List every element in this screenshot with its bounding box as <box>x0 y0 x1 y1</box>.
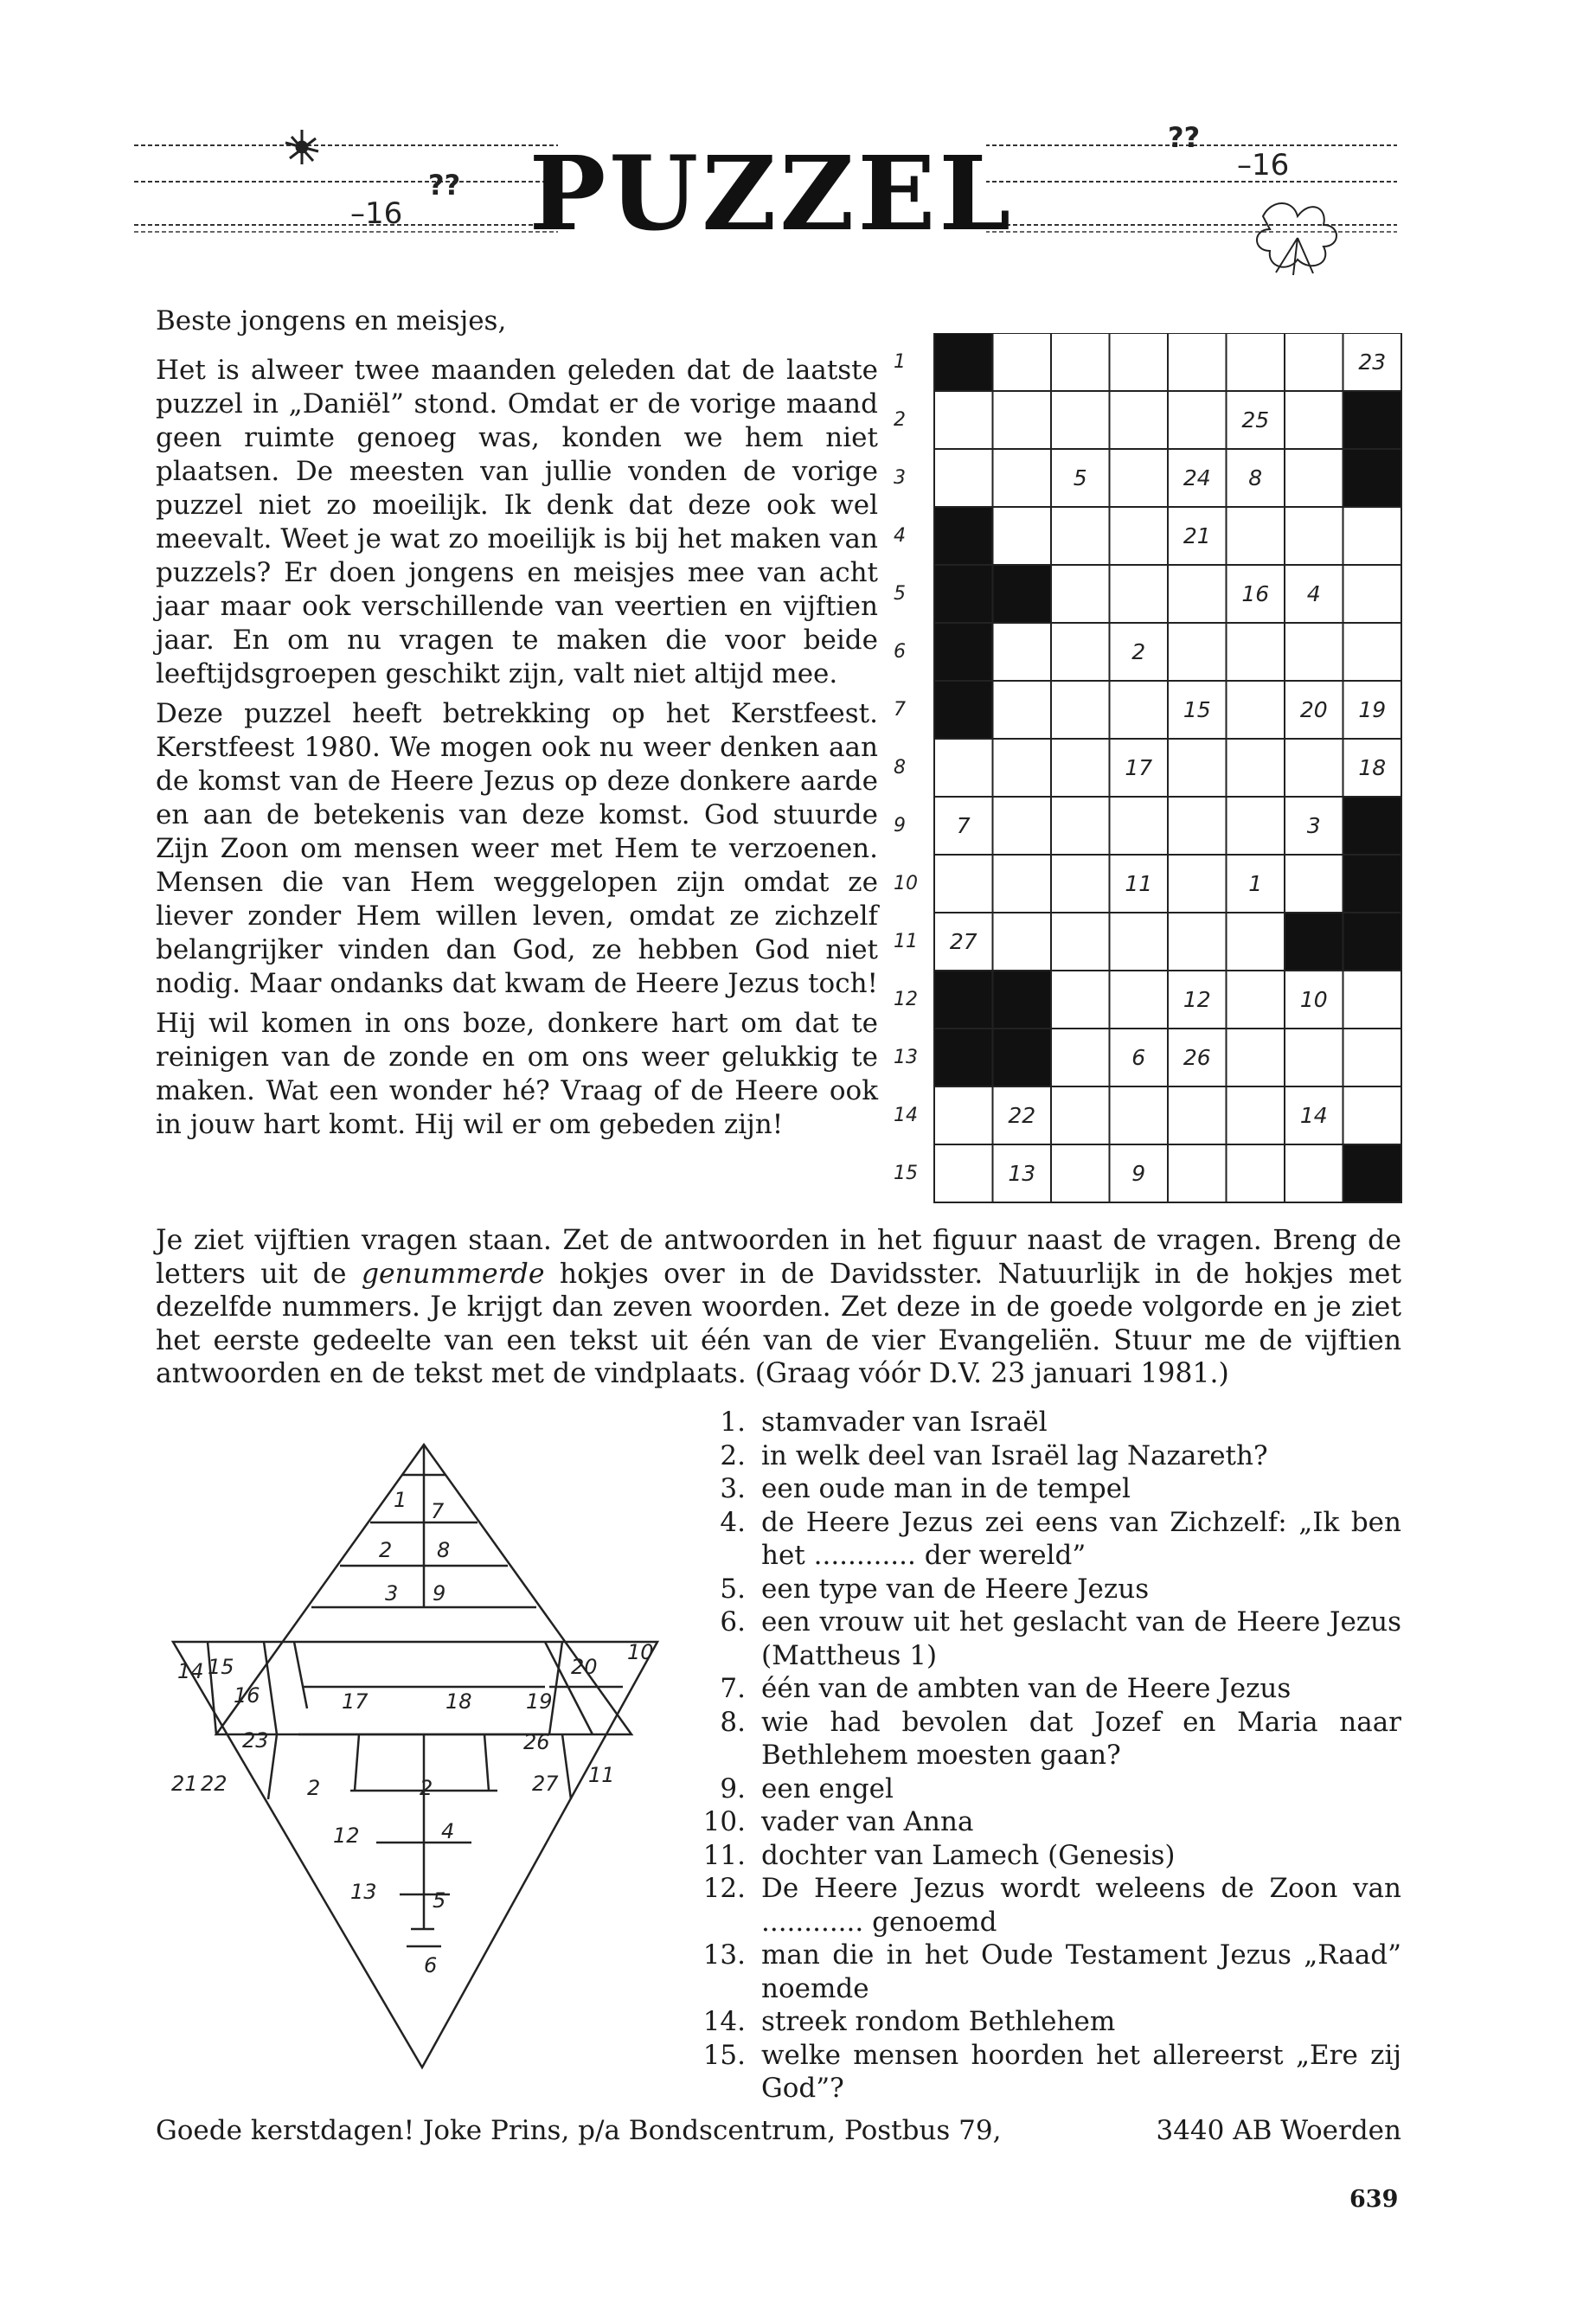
star-cell-number: 8 <box>437 1538 451 1562</box>
question-item <box>683 2005 1401 2039</box>
star-cell-number: 4 <box>441 1819 455 1843</box>
question-text: een type van de Heere Jezus <box>761 1573 1150 1605</box>
star-divider <box>355 1734 359 1791</box>
grid-cell <box>1285 1029 1343 1086</box>
header-left-marks: ?? <box>428 169 461 202</box>
grid-cell <box>1110 1086 1169 1144</box>
grid-cell <box>1168 1086 1227 1144</box>
grid-cell-number: 5 <box>1073 465 1087 490</box>
question-number: 14. <box>702 2006 746 2037</box>
grid-cell-black <box>1285 913 1343 971</box>
grid-cell-black <box>993 1029 1052 1086</box>
question-text: in welk deel van Israël lag Nazareth? <box>761 1439 1268 1471</box>
question-item <box>683 1506 1401 1573</box>
grid-row-number: 10 <box>894 873 918 894</box>
header-right-number: –16 <box>1237 148 1290 183</box>
question-text: streek rondom Bethlehem <box>761 2006 1116 2037</box>
grid-cell <box>1051 623 1110 681</box>
question-text: De Heere Jezus wordt weleens de Zoon van ............ genoemd <box>761 1873 1401 1938</box>
question-number: 6. <box>720 1606 746 1638</box>
grid-cell <box>1285 507 1343 565</box>
grid-cell-black <box>1343 855 1402 913</box>
grid-cell-number: 21 <box>1183 523 1211 548</box>
crossword-grid <box>887 333 1406 1211</box>
star-cell-number: 10 <box>627 1640 654 1664</box>
grid-cell <box>1343 971 1402 1029</box>
grid-cell <box>1343 1029 1402 1086</box>
star-divider <box>268 1734 277 1799</box>
grid-cell <box>934 391 993 449</box>
grid-cell <box>1110 565 1169 623</box>
grid-cell <box>1285 739 1343 797</box>
grid-cell-number: 3 <box>1306 813 1321 838</box>
grid-cell <box>1110 333 1169 391</box>
grid-cell-number: 13 <box>1008 1161 1036 1186</box>
grid-cell-number: 20 <box>1299 697 1328 722</box>
star-cell-number: 19 <box>526 1689 553 1714</box>
grid-cell <box>1168 333 1227 391</box>
grid-row-number: 4 <box>894 525 906 547</box>
grid-cell-black <box>1343 391 1402 449</box>
star-cell-number: 6 <box>424 1953 438 1977</box>
star-cell-number: 15 <box>208 1655 234 1679</box>
instructions-emphasis: genummerde <box>361 1258 545 1290</box>
grid-cell-black <box>993 971 1052 1029</box>
intro-paragraph-1: Het is alweer twee maanden geleden dat de laatste puzzel in „Daniël” stond. Omdat er de vorige maand geen ruimte genoeg was, konden we hem niet plaatsen. De meesten van jullie vonden de vorige puzzel niet zo moeilijk. Ik denk dat deze ook wel meevalt. Weet je wat zo moeilijk is bij het maken van puzzels? Er doen jongens en meisjes mee van acht jaar maar ook verschillende van veertien en vijftien jaar. En om nu vragen te maken die voor beide leeftijdsgroepen geschikt zijn, valt niet altijd mee. <box>156 355 878 689</box>
question-item <box>683 1839 1401 1873</box>
instructions-pre: Je ziet vijftien vragen staan. Zet de antwoorden in het figuur naast de vragen. Breng de letters uit de <box>156 1225 1401 1290</box>
signoff-left: Goede kerstdagen! Joke Prins, p/a Bondscentrum, Postbus 79, <box>156 2115 1002 2146</box>
grid-cell <box>993 739 1052 797</box>
grid-cell-number: 22 <box>1008 1103 1036 1128</box>
header-right-marks: ?? <box>1168 121 1201 154</box>
grid-cell <box>1227 681 1285 739</box>
grid-cell-number: 1 <box>1248 871 1263 896</box>
grid-cell <box>1168 797 1227 855</box>
question-text: wie had bevolen dat Jozef en Maria naar Bethlehem moesten gaan? <box>761 1706 1401 1771</box>
star-cell-number: 16 <box>234 1683 260 1708</box>
star-cell-number: 2 <box>420 1776 433 1800</box>
grid-cell-black <box>1343 449 1402 507</box>
grid-cell-number: 18 <box>1358 755 1387 780</box>
grid-cell <box>1227 623 1285 681</box>
grid-cell-black <box>934 333 993 391</box>
star-of-david <box>156 1427 675 2085</box>
grid-row-number: 14 <box>894 1105 918 1126</box>
grid-cell <box>1343 1086 1402 1144</box>
question-item <box>683 2039 1401 2106</box>
grid-cell <box>1051 565 1110 623</box>
question-item <box>683 1672 1401 1706</box>
flower-left-icon <box>285 130 318 164</box>
question-text: man die in het Oude Testament Jezus „Raad” noemde <box>761 1939 1401 2004</box>
signoff-right: 3440 AB Woerden <box>1156 2115 1401 2146</box>
star-cell-number: 2 <box>379 1538 393 1562</box>
instructions-post: hokjes over in de Davidsster. Natuurlijk in de hokjes met dezelfde nummers. Je krijgt dan zeven woorden. Zet deze in de goede volgorde en je ziet het eerste gedeelte van een tekst uit één van de vier Evangeliën. Stuur me de vijftien antwoorden en de tekst met de vindplaats. (Graag vóór D.V. 23 januari 1981.) <box>156 1258 1401 1389</box>
grid-cell <box>1168 565 1227 623</box>
question-text: een engel <box>761 1772 894 1804</box>
question-item <box>683 1472 1401 1506</box>
grid-cell <box>1110 913 1169 971</box>
grid-cell-number: 24 <box>1183 465 1211 490</box>
grid-cell-black <box>934 681 993 739</box>
grid-cell <box>1285 1144 1343 1202</box>
grid-cell <box>993 681 1052 739</box>
grid-cell <box>1051 333 1110 391</box>
grid-cell-black <box>1343 913 1402 971</box>
grid-cell <box>1168 855 1227 913</box>
star-cell-number: 18 <box>445 1689 472 1714</box>
question-item <box>683 1939 1401 2005</box>
grid-cell <box>993 797 1052 855</box>
grid-cell <box>1285 855 1343 913</box>
grid-cell <box>1168 913 1227 971</box>
grid-cell <box>1110 391 1169 449</box>
grid-cell <box>934 855 993 913</box>
grid-cell <box>934 739 993 797</box>
grid-row-number: 9 <box>894 815 906 836</box>
star-divider <box>264 1642 277 1734</box>
question-number: 5. <box>720 1573 746 1605</box>
star-cell-number: 9 <box>433 1581 446 1606</box>
question-item <box>683 1772 1401 1806</box>
question-number: 7. <box>720 1673 746 1704</box>
grid-cell-black <box>1343 797 1402 855</box>
grid-cell <box>1051 391 1110 449</box>
grid-cell <box>1227 507 1285 565</box>
star-cell-number: 5 <box>433 1888 446 1913</box>
grid-cell-number: 27 <box>949 929 977 954</box>
greeting: Beste jongens en meisjes, <box>156 305 507 336</box>
grid-cell <box>1051 797 1110 855</box>
grid-cell <box>1051 1144 1110 1202</box>
star-cell-number: 2 <box>307 1776 321 1800</box>
grid-cell-number: 8 <box>1248 465 1263 490</box>
intro-paragraph-2: Deze puzzel heeft betrekking op het Kerstfeest. Kerstfeest 1980. We mogen ook nu weer denken aan de komst van de Heere Jezus op deze donkere aarde en aan de betekenis van deze komst. God stuurde Zijn Zoon om mensen weer met Hem te verzoenen. Mensen die van Hem weggelopen zijn omdat ze liever zonder Hem willen leven, omdat ze zichzelf belangrijker vinden dan God, ze hebben God niet nodig. Maar ondanks dat kwam de Heere Jezus toch! <box>156 698 879 999</box>
question-number: 1. <box>720 1407 746 1438</box>
star-cell-number: 22 <box>201 1772 228 1796</box>
grid-cell <box>1110 797 1169 855</box>
grid-row-number: 7 <box>894 699 906 721</box>
question-text: dochter van Lamech (Genesis) <box>761 1839 1176 1871</box>
star-cell-number: 7 <box>431 1499 445 1523</box>
instructions <box>156 1224 1401 1391</box>
question-text: stamvader van Israël <box>761 1407 1048 1438</box>
question-text: één van de ambten van de Heere Jezus <box>761 1673 1292 1704</box>
grid-row-number: 1 <box>894 351 906 373</box>
grid-cell-number: 23 <box>1358 349 1387 375</box>
grid-cell <box>1051 971 1110 1029</box>
grid-cell-black <box>934 971 993 1029</box>
grid-row-number: 12 <box>894 989 918 1010</box>
star-cell-number: 12 <box>333 1823 360 1848</box>
question-item <box>683 1872 1401 1939</box>
grid-row-number: 13 <box>894 1047 918 1068</box>
grid-row-number: 15 <box>894 1163 918 1184</box>
header-banner <box>130 104 1401 277</box>
grid-cell-number: 6 <box>1131 1045 1146 1070</box>
grid-cell <box>934 449 993 507</box>
star-cell-number: 14 <box>177 1659 204 1683</box>
grid-cell <box>934 1144 993 1202</box>
grid-cell <box>1227 971 1285 1029</box>
grid-cell-black <box>934 623 993 681</box>
grid-cell-number: 2 <box>1131 639 1146 664</box>
grid-cell-number: 12 <box>1183 987 1211 1012</box>
question-item <box>683 1573 1401 1606</box>
grid-cell-number: 4 <box>1306 581 1321 606</box>
question-number: 8. <box>720 1706 746 1738</box>
grid-row-number: 3 <box>894 467 906 489</box>
grid-cell <box>1051 739 1110 797</box>
question-number: 4. <box>720 1506 746 1538</box>
grid-cell <box>1110 971 1169 1029</box>
question-item <box>683 1805 1401 1839</box>
grid-cell <box>993 449 1052 507</box>
grid-cell-number: 26 <box>1183 1045 1211 1070</box>
grid-cell-number: 25 <box>1241 407 1270 433</box>
grid-cell-number: 7 <box>956 813 971 838</box>
question-number: 12. <box>702 1873 746 1904</box>
grid-cell <box>1285 333 1343 391</box>
question-text: een oude man in de tempel <box>761 1473 1131 1504</box>
question-text: een vrouw uit het geslacht van de Heere Jezus (Mattheus 1) <box>761 1606 1401 1671</box>
questions-list <box>683 1406 1401 2106</box>
grid-row-number: 8 <box>894 757 906 779</box>
grid-cell <box>1285 623 1343 681</box>
grid-cell <box>1051 1086 1110 1144</box>
star-cell-number: 21 <box>171 1772 198 1796</box>
grid-cell-black <box>934 565 993 623</box>
question-number: 13. <box>702 1939 746 1971</box>
grid-cell <box>1227 1144 1285 1202</box>
grid-cell <box>1343 507 1402 565</box>
grid-cell <box>1110 507 1169 565</box>
flower-right-icon <box>1257 203 1336 275</box>
grid-cell <box>1343 623 1402 681</box>
grid-cell <box>993 913 1052 971</box>
question-text: de Heere Jezus zei eens van Zichzelf: „Ik ben het ............ der wereld” <box>761 1506 1401 1571</box>
grid-cell <box>1227 1029 1285 1086</box>
question-number: 3. <box>720 1473 746 1504</box>
star-cell-number: 17 <box>342 1689 369 1714</box>
grid-cell-number: 19 <box>1358 697 1387 722</box>
question-number: 10. <box>702 1806 746 1837</box>
grid-cell <box>1110 681 1169 739</box>
grid-cell <box>1227 1086 1285 1144</box>
grid-cell <box>1051 855 1110 913</box>
grid-cell <box>1227 913 1285 971</box>
star-cell-number: 1 <box>394 1488 407 1512</box>
page-number: 639 <box>1349 2186 1399 2213</box>
star-cell-number: 27 <box>532 1772 559 1796</box>
star-cell-number: 13 <box>350 1880 377 1904</box>
grid-cell <box>1168 739 1227 797</box>
grid-cell <box>993 333 1052 391</box>
question-item <box>683 1439 1401 1473</box>
grid-cell-black <box>934 507 993 565</box>
grid-cell-number: 11 <box>1125 871 1153 896</box>
grid-row-number: 11 <box>894 931 918 952</box>
star-divider <box>294 1642 307 1708</box>
intro-text <box>156 304 878 1148</box>
grid-cell <box>1168 1144 1227 1202</box>
grid-cell-number: 17 <box>1125 755 1153 780</box>
grid-cell <box>993 507 1052 565</box>
grid-cell <box>1343 565 1402 623</box>
grid-cell <box>1227 797 1285 855</box>
grid-cell-number: 16 <box>1241 581 1270 606</box>
grid-cell <box>1051 1029 1110 1086</box>
grid-cell <box>1285 449 1343 507</box>
question-text: vader van Anna <box>761 1806 974 1837</box>
grid-cell-number: 10 <box>1299 987 1328 1012</box>
grid-cell-black <box>993 565 1052 623</box>
grid-cell <box>1110 449 1169 507</box>
question-number: 9. <box>720 1772 746 1804</box>
question-number: 15. <box>702 2039 746 2071</box>
grid-cell <box>993 391 1052 449</box>
star-cell-number: 3 <box>385 1581 399 1606</box>
star-cell-number: 11 <box>588 1763 615 1787</box>
grid-cell <box>1227 739 1285 797</box>
grid-row-number: 5 <box>894 583 906 605</box>
grid-cell-black <box>934 1029 993 1086</box>
grid-cell <box>1227 333 1285 391</box>
grid-cell-number: 15 <box>1183 697 1211 722</box>
question-item <box>683 1706 1401 1772</box>
grid-row-number: 6 <box>894 641 906 663</box>
question-item <box>683 1406 1401 1439</box>
star-cell-number: 20 <box>571 1655 598 1679</box>
grid-cell <box>993 855 1052 913</box>
signoff <box>156 2115 1401 2146</box>
grid-cell <box>1168 391 1227 449</box>
grid-cell <box>934 1086 993 1144</box>
grid-cell-number: 9 <box>1131 1161 1146 1186</box>
intro-paragraph-3: Hij wil komen in ons boze, donkere hart om dat te reinigen van de zonde en om ons weer gelukkig te maken. Wat een wonder hé? Vraag of de Heere ook in jouw hart komt. Hij wil er om gebeden zijn! <box>156 1008 878 1140</box>
grid-row-number: 2 <box>894 409 906 431</box>
grid-cell <box>993 623 1052 681</box>
grid-cell-number: 14 <box>1299 1103 1328 1128</box>
question-item <box>683 1606 1401 1672</box>
question-number: 2. <box>720 1439 746 1471</box>
question-number: 11. <box>702 1839 746 1871</box>
grid-cell <box>1285 391 1343 449</box>
question-text: welke mensen hoorden het allereerst „Ere zij God”? <box>761 2039 1401 2104</box>
star-cell-number: 23 <box>242 1728 269 1753</box>
header-title: PUZZEL <box>529 133 1015 253</box>
star-divider <box>562 1734 571 1799</box>
grid-cell-black <box>1343 1144 1402 1202</box>
grid-cell <box>1051 913 1110 971</box>
star-divider <box>484 1734 489 1791</box>
grid-cell <box>1168 623 1227 681</box>
grid-cell <box>1051 681 1110 739</box>
grid-cell <box>1051 507 1110 565</box>
star-cell-number: 26 <box>523 1730 550 1754</box>
header-left-number: –16 <box>350 196 403 231</box>
